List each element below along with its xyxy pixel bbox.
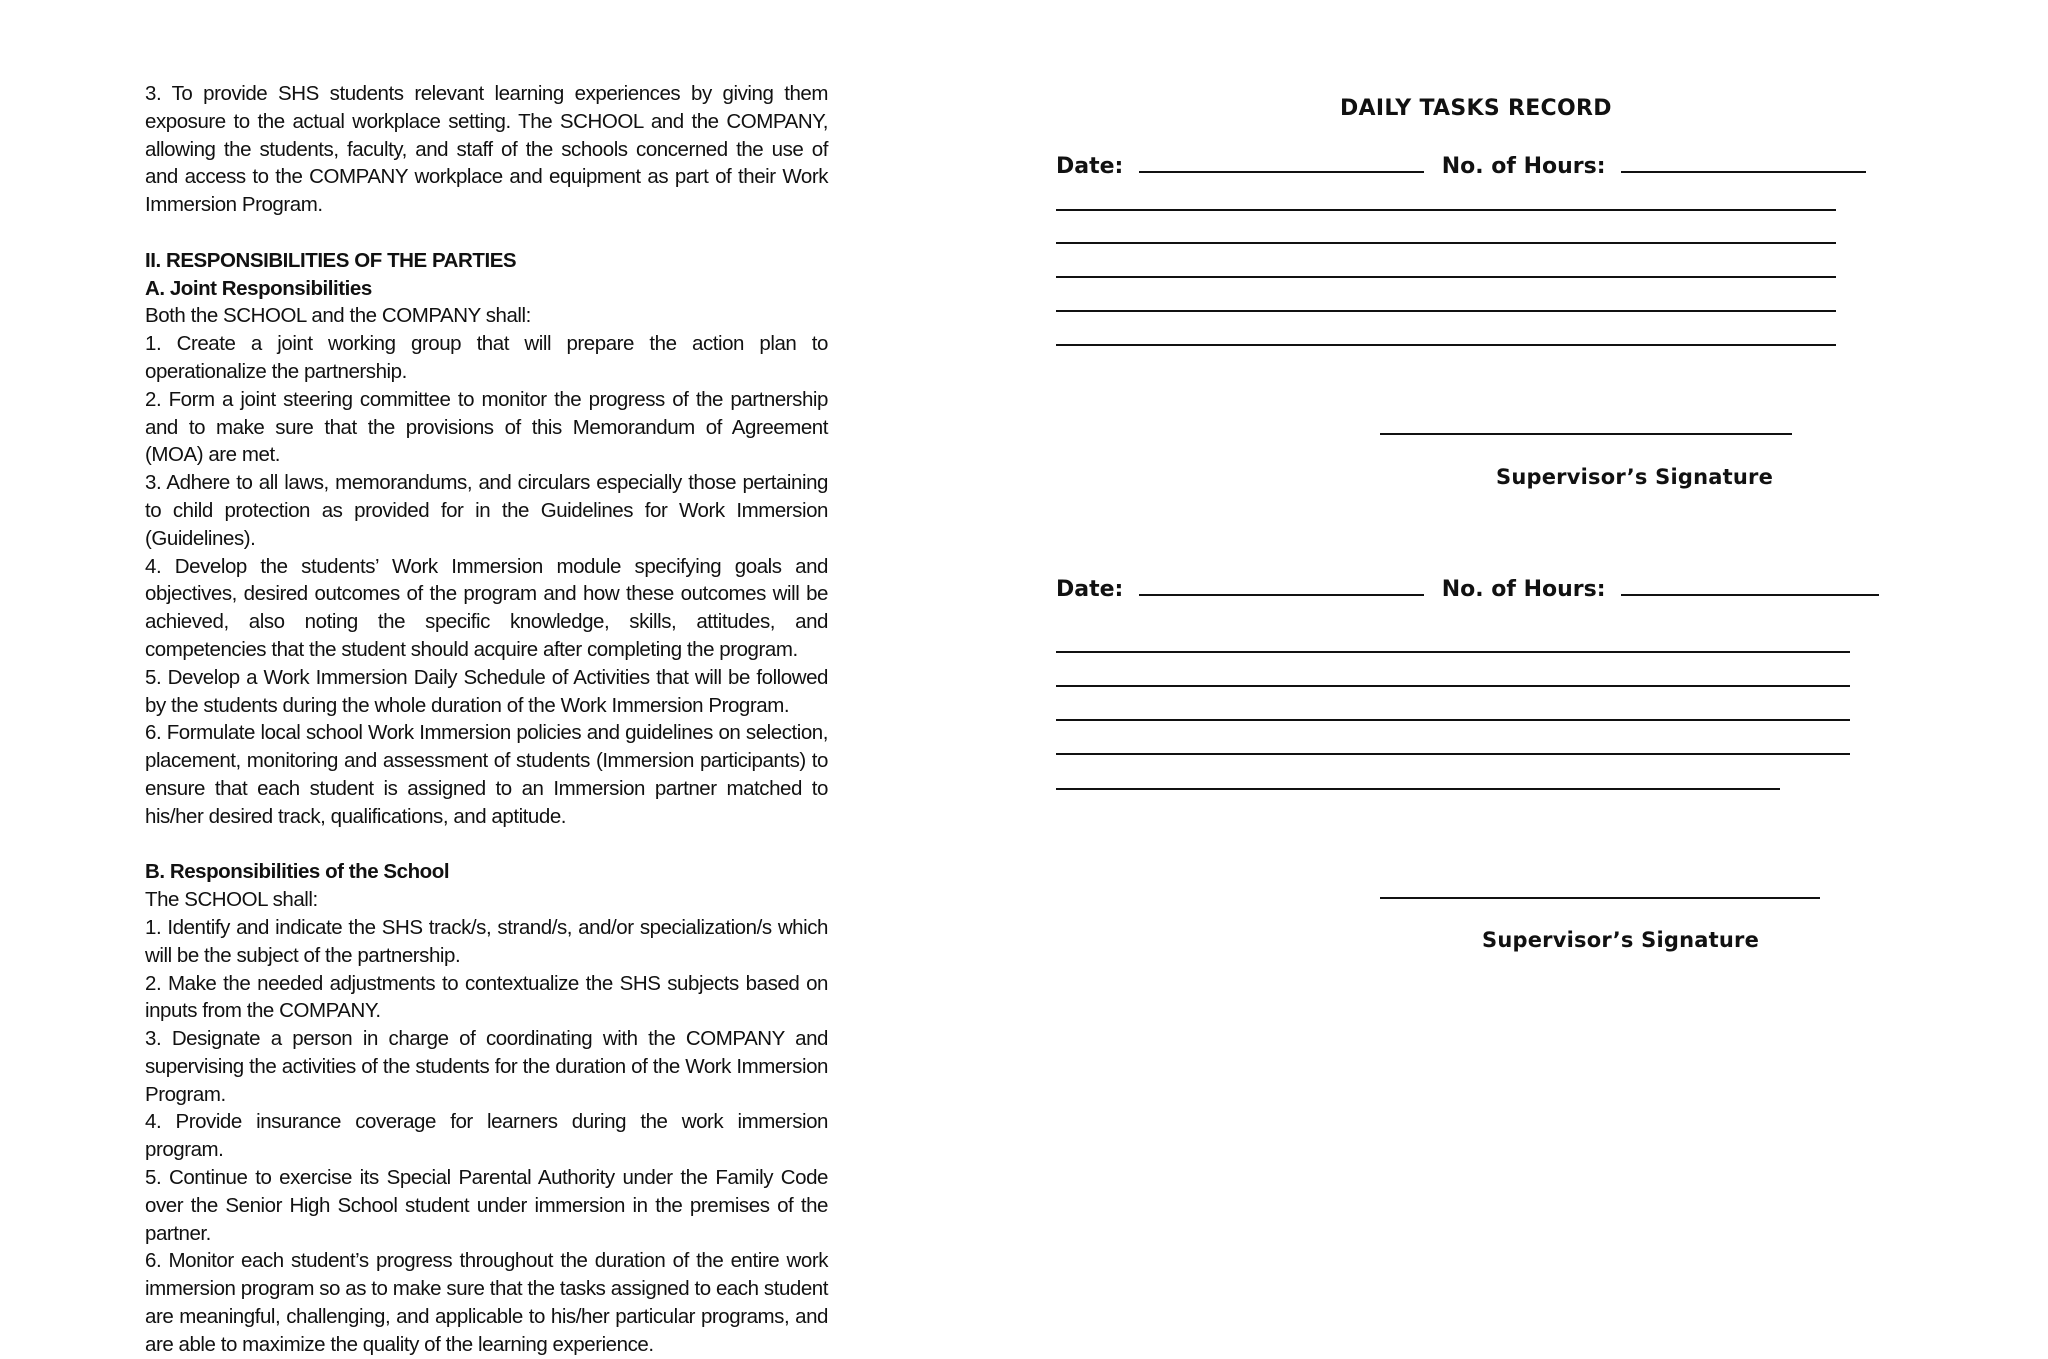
date-label: Date: [1056, 154, 1124, 179]
objective-item-3: 3. To provide SHS students relevant learning experiences by giving them exposure to the actual workplace setting. The SCHOOL and the COMPANY, allowing the students, faculty, and staff of the schools concerned the use of and access to the COMPANY workplace and equipment as part of their Work Immersion Program. [145, 82, 828, 217]
signature-line[interactable] [1380, 897, 1820, 899]
task-line[interactable] [1056, 344, 1836, 346]
task-line[interactable] [1056, 719, 1850, 721]
school-item: 1. Identify and indicate the SHS track/s, strand/s, and/or specialization/s which will be the subject of the partnership. [145, 915, 828, 967]
date-field[interactable] [1139, 151, 1424, 173]
joint-item: 6. Formulate local school Work Immersion policies and guidelines on selection, placement, monitoring and assessment of students (Immersion participants) to ensure that each student is assigned to an Immersion partner matched to his/her desired track, qualifications, and aptitude. [145, 721, 828, 828]
entry-1-header-row [1056, 151, 1866, 179]
hours-label: No. of Hours: [1441, 154, 1606, 179]
joint-item: 1. Create a joint working group that will prepare the action plan to operationalize the partnership. [145, 332, 828, 383]
school-responsibilities-heading: B. Responsibilities of the School [145, 860, 450, 884]
signature-label: Supervisor’s Signature [1496, 465, 1774, 489]
entry-2-header-row [1056, 574, 1879, 602]
signature-label: Supervisor’s Signature [1482, 928, 1760, 952]
task-line[interactable] [1056, 242, 1836, 244]
joint-responsibilities-heading: A. Joint Responsibilities [145, 276, 372, 300]
task-line[interactable] [1056, 209, 1836, 211]
school-item: 5. Continue to exercise its Special Parental Authority under the Family Code over the Senior High School student under immersion in the premises of the partner. [145, 1166, 828, 1245]
task-line[interactable] [1056, 651, 1850, 653]
date-field[interactable] [1139, 574, 1424, 596]
hours-field[interactable] [1621, 574, 1879, 596]
task-line[interactable] [1056, 753, 1850, 755]
joint-responsibilities-lead: Both the SCHOOL and the COMPANY shall: [145, 304, 531, 328]
task-line[interactable] [1056, 276, 1836, 278]
joint-item: 3. Adhere to all laws, memorandums, and circulars especially those pertaining to child protection as provided for in the Guidelines for Work Immersion (Guidelines). [145, 471, 828, 550]
joint-item: 4. Develop the students’ Work Immersion module specifying goals and objectives, desired outcomes of the program and how these outcomes will be achieved, also noting the specific knowledge, skills, attitudes, and competencies that the student should acquire after completing the program. [145, 554, 828, 661]
school-item: 4. Provide insurance coverage for learners during the work immersion program. [145, 1110, 828, 1162]
record-title: DAILY TASKS RECORD [1340, 96, 1612, 121]
task-line[interactable] [1056, 685, 1850, 687]
task-line[interactable] [1056, 788, 1780, 790]
hours-label: No. of Hours: [1441, 577, 1606, 602]
joint-item: 5. Develop a Work Immersion Daily Schedule of Activities that will be followed by the students during the whole duration of the Work Immersion Program. [145, 665, 828, 717]
school-item: 6. Monitor each student’s progress throughout the duration of the entire work immersion program so as to make sure that the tasks assigned to each student are meaningful, challenging, and applicable to his/her particular programs, and are able to maximize the quality of the learning experience. [145, 1249, 828, 1356]
section-heading: II. RESPONSIBILITIES OF THE PARTIES [145, 248, 517, 272]
task-line[interactable] [1056, 310, 1836, 312]
joint-item: 2. Form a joint steering committee to monitor the progress of the partnership and to make sure that the provisions of this Memorandum of Agreement (MOA) are met. [145, 387, 828, 467]
hours-field[interactable] [1621, 151, 1866, 173]
date-label: Date: [1056, 577, 1124, 602]
school-item: 2. Make the needed adjustments to contextualize the SHS subjects based on inputs from the COMPANY. [145, 971, 828, 1023]
school-responsibilities-lead: The SCHOOL shall: [145, 888, 318, 912]
school-item: 3. Designate a person in charge of coordinating with the COMPANY and supervising the activities of the students for the duration of the Work Immersion Program. [145, 1027, 828, 1106]
signature-line[interactable] [1380, 433, 1792, 435]
